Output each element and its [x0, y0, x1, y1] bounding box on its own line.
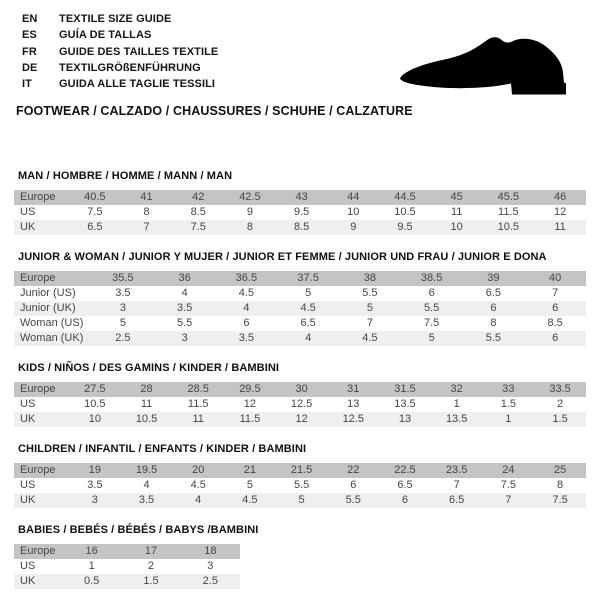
size-header-row [14, 544, 240, 559]
size-cell: 7 [366, 317, 373, 329]
size-cell: 6 [379, 493, 431, 508]
size-cell: 22 [327, 463, 379, 478]
size-row [14, 412, 586, 427]
language-row-en [22, 11, 218, 27]
size-cell: 2.5 [92, 331, 154, 346]
size-cell: 3.5 [115, 287, 131, 299]
size-cell: 5 [305, 287, 312, 299]
size-cell: 0.5 [62, 574, 121, 589]
size-cell: 1.5 [500, 398, 516, 410]
size-cell: 5.5 [293, 479, 310, 491]
size-cell: 25 [534, 463, 586, 478]
size-cell: 11.5 [224, 412, 276, 427]
row-label: Junior (UK) [14, 301, 92, 316]
size-cell: 45 [431, 190, 483, 205]
table-title: JUNIOR & WOMAN / JUNIOR Y MUJER / JUNIOR ET FEMME / JUNIOR UND FRAU / JUNIOR E DONA [18, 251, 547, 263]
language-label: GUIDA ALLE TAGLIE TESSILI [59, 78, 216, 91]
size-cell: 9.5 [379, 220, 431, 235]
size-cell: 6.5 [397, 479, 413, 491]
size-cell: 3 [154, 331, 216, 346]
size-cell: 41 [121, 190, 173, 205]
row-label: Europe [14, 382, 69, 397]
size-cell: 1.5 [534, 412, 586, 427]
size-table-kids [14, 382, 586, 427]
size-cell: 5 [246, 479, 253, 491]
language-code: EN [22, 13, 38, 26]
size-cell: 1 [483, 412, 535, 427]
table-title: MAN / HOMBRE / HOMME / MANN / MAN [18, 170, 233, 182]
size-header-row [14, 463, 586, 478]
size-cell: 36 [154, 271, 216, 286]
size-cell: 9 [246, 206, 253, 218]
size-cell: 8 [224, 220, 276, 235]
size-cell: 6 [243, 317, 250, 329]
size-cell: 1 [453, 398, 460, 410]
size-row [14, 493, 586, 508]
size-cell: 44 [327, 190, 379, 205]
size-cell: 4 [216, 301, 278, 316]
size-row [14, 331, 586, 346]
size-cell: 11 [172, 412, 224, 427]
size-row [14, 574, 240, 589]
size-cell: 3.5 [121, 493, 173, 508]
size-cell: 39 [463, 271, 525, 286]
size-cell: 7.5 [423, 317, 440, 329]
size-cell: 6.5 [300, 317, 316, 329]
size-cell: 1 [88, 560, 95, 572]
size-cell: 4 [172, 493, 224, 508]
size-cell: 45.5 [483, 190, 535, 205]
table-section-children [14, 443, 586, 508]
size-cell: 5 [339, 301, 401, 316]
size-cell: 38 [339, 271, 401, 286]
size-cell: 9 [327, 220, 379, 235]
size-header-row [14, 271, 586, 286]
size-header-row [14, 382, 586, 397]
size-cell: 7.5 [87, 206, 103, 218]
language-list [22, 11, 218, 92]
size-cell: 5.5 [463, 331, 525, 346]
row-label: UK [14, 574, 62, 589]
language-row-de [22, 60, 218, 76]
size-cell: 3.5 [154, 301, 216, 316]
row-label: US [20, 560, 36, 572]
size-cell: 2.5 [181, 574, 240, 589]
row-label: US [20, 206, 36, 218]
size-tables-container [14, 170, 586, 589]
size-cell: 43 [276, 190, 328, 205]
size-row [14, 220, 586, 235]
size-cell: 5 [119, 317, 126, 329]
size-cell: 10.5 [394, 206, 416, 218]
size-row [14, 316, 586, 331]
row-label: UK [14, 220, 69, 235]
language-label: GUIDE DES TAILLES TEXTILE [59, 45, 219, 58]
table-section-junior-woman [14, 251, 586, 346]
size-cell: 7 [483, 493, 535, 508]
size-table-babies [14, 544, 240, 589]
size-cell: 10 [347, 206, 360, 218]
size-header-row [14, 190, 586, 205]
table-title: KIDS / NIÑOS / DES GAMINS / KINDER / BAMBINI [18, 362, 280, 374]
table-section-babies [14, 524, 586, 589]
row-label: UK [14, 493, 69, 508]
size-cell: 17 [121, 544, 180, 559]
size-cell: 8 [490, 317, 497, 329]
size-cell: 21 [224, 463, 276, 478]
size-row [14, 286, 586, 301]
size-cell: 2 [557, 398, 564, 410]
row-label: US [20, 479, 36, 491]
language-code: ES [22, 29, 37, 42]
table-section-man [14, 170, 586, 235]
table-title: BABIES / BEBÉS / BÉBÉS / BABYS /BAMBINI [18, 524, 259, 536]
size-cell: 16 [62, 544, 121, 559]
size-cell: 6 [350, 479, 357, 491]
size-cell: 12.5 [327, 412, 379, 427]
size-cell: 4.5 [339, 331, 401, 346]
size-row [14, 301, 586, 316]
size-cell: 3.5 [87, 479, 103, 491]
size-cell: 13.5 [394, 398, 416, 410]
size-row [14, 478, 586, 493]
size-cell: 3.5 [216, 331, 278, 346]
size-cell: 5 [276, 493, 328, 508]
size-cell: 7.5 [500, 479, 516, 491]
size-cell: 37.5 [277, 271, 339, 286]
size-table-junior-woman [14, 271, 586, 346]
size-cell: 27.5 [69, 382, 121, 397]
size-row [14, 559, 240, 574]
size-cell: 7 [552, 287, 559, 299]
size-cell: 11 [450, 206, 463, 218]
size-cell: 13 [379, 412, 431, 427]
row-label: Europe [14, 544, 62, 559]
size-cell: 3 [92, 301, 154, 316]
row-label: UK [14, 412, 69, 427]
size-cell: 4.5 [238, 287, 255, 299]
size-cell: 6 [428, 287, 435, 299]
size-cell: 4.5 [277, 301, 339, 316]
language-code: IT [22, 78, 32, 91]
table-title: CHILDREN / INFANTIL / ENFANTS / KINDER / BAMBINI [18, 443, 307, 455]
size-cell: 8.5 [190, 206, 206, 218]
size-cell: 29.5 [224, 382, 276, 397]
size-cell: 11 [534, 220, 586, 235]
size-cell: 6 [524, 331, 586, 346]
size-cell: 9.5 [293, 206, 310, 218]
size-cell: 32 [431, 382, 483, 397]
size-cell: 42 [172, 190, 224, 205]
size-cell: 18 [181, 544, 240, 559]
row-label: US [20, 398, 36, 410]
size-cell: 6.5 [69, 220, 121, 235]
size-cell: 36.5 [216, 271, 278, 286]
size-cell: 33.5 [534, 382, 586, 397]
size-cell: 23.5 [431, 463, 483, 478]
row-label: Europe [14, 463, 69, 478]
size-cell: 38.5 [401, 271, 463, 286]
language-code: DE [22, 62, 38, 75]
size-cell: 6 [463, 301, 525, 316]
size-cell: 11.5 [498, 206, 519, 218]
size-cell: 5.5 [176, 317, 193, 329]
language-row-fr [22, 44, 218, 60]
size-cell: 7 [121, 220, 173, 235]
size-cell: 10 [431, 220, 483, 235]
size-cell: 31.5 [379, 382, 431, 397]
size-cell: 12 [243, 398, 257, 410]
language-code: FR [22, 45, 37, 58]
size-cell: 8.5 [276, 220, 328, 235]
size-cell: 40.5 [69, 190, 121, 205]
size-table-children [14, 463, 586, 508]
size-cell: 28 [121, 382, 173, 397]
language-label: TEXTILGRÖßENFÜHRUNG [59, 62, 201, 75]
size-cell: 10.5 [84, 398, 106, 410]
size-cell: 10.5 [483, 220, 535, 235]
size-cell: 10.5 [121, 412, 173, 427]
language-label: TEXTILE SIZE GUIDE [59, 13, 172, 26]
size-cell: 12 [276, 412, 328, 427]
size-cell: 8 [557, 479, 564, 491]
size-cell: 13 [347, 398, 360, 410]
size-cell: 40 [524, 271, 586, 286]
size-cell: 46 [534, 190, 586, 205]
size-row [14, 205, 586, 220]
row-label: Europe [14, 190, 69, 205]
size-cell: 11.5 [187, 398, 209, 410]
size-cell: 13.5 [431, 412, 483, 427]
language-row-it [22, 76, 218, 92]
size-cell: 4 [277, 331, 339, 346]
row-label: Woman (US) [20, 317, 84, 329]
size-table-man [14, 190, 586, 235]
size-cell: 8.5 [547, 317, 563, 329]
table-section-kids [14, 362, 586, 427]
shoe-icon [394, 26, 574, 102]
size-cell: 1.5 [121, 574, 180, 589]
size-cell: 20 [172, 463, 224, 478]
size-cell: 5 [401, 331, 463, 346]
size-cell: 4 [143, 479, 150, 491]
size-cell: 10 [69, 412, 121, 427]
language-label: GUÍA DE TALLAS [59, 29, 152, 42]
size-cell: 21.5 [276, 463, 328, 478]
language-row-es [22, 27, 218, 43]
size-cell: 19 [69, 463, 121, 478]
size-cell: 28.5 [172, 382, 224, 397]
size-row [14, 397, 586, 412]
size-cell: 22.5 [379, 463, 431, 478]
size-cell: 42.5 [224, 190, 276, 205]
size-cell: 4.5 [224, 493, 276, 508]
size-cell: 44.5 [379, 190, 431, 205]
size-cell: 30 [276, 382, 328, 397]
size-cell: 8 [143, 206, 150, 218]
size-cell: 3 [69, 493, 121, 508]
size-cell: 6 [524, 301, 586, 316]
size-cell: 33 [483, 382, 535, 397]
size-cell: 31 [327, 382, 379, 397]
size-cell: 11 [140, 398, 153, 410]
size-cell: 24 [483, 463, 535, 478]
size-cell: 7.5 [534, 493, 586, 508]
row-label: Europe [14, 271, 92, 286]
size-cell: 12.5 [290, 398, 313, 410]
size-cell: 7 [453, 479, 460, 491]
row-label: Junior (US) [20, 287, 76, 299]
row-label: Woman (UK) [14, 331, 92, 346]
size-cell: 3 [207, 560, 214, 572]
size-cell: 12 [553, 206, 567, 218]
size-cell: 4.5 [190, 479, 206, 491]
size-cell: 4 [181, 287, 188, 299]
size-cell: 5.5 [327, 493, 379, 508]
size-cell: 7.5 [172, 220, 224, 235]
category-heading: FOOTWEAR / CALZADO / CHAUSSURES / SCHUHE / CALZATURE [16, 104, 413, 118]
size-cell: 19.5 [121, 463, 173, 478]
size-cell: 2 [147, 560, 155, 572]
size-cell: 6.5 [431, 493, 483, 508]
size-cell: 5.5 [362, 287, 378, 299]
size-cell: 5.5 [401, 301, 463, 316]
size-cell: 6.5 [485, 287, 502, 299]
size-cell: 35.5 [92, 271, 154, 286]
